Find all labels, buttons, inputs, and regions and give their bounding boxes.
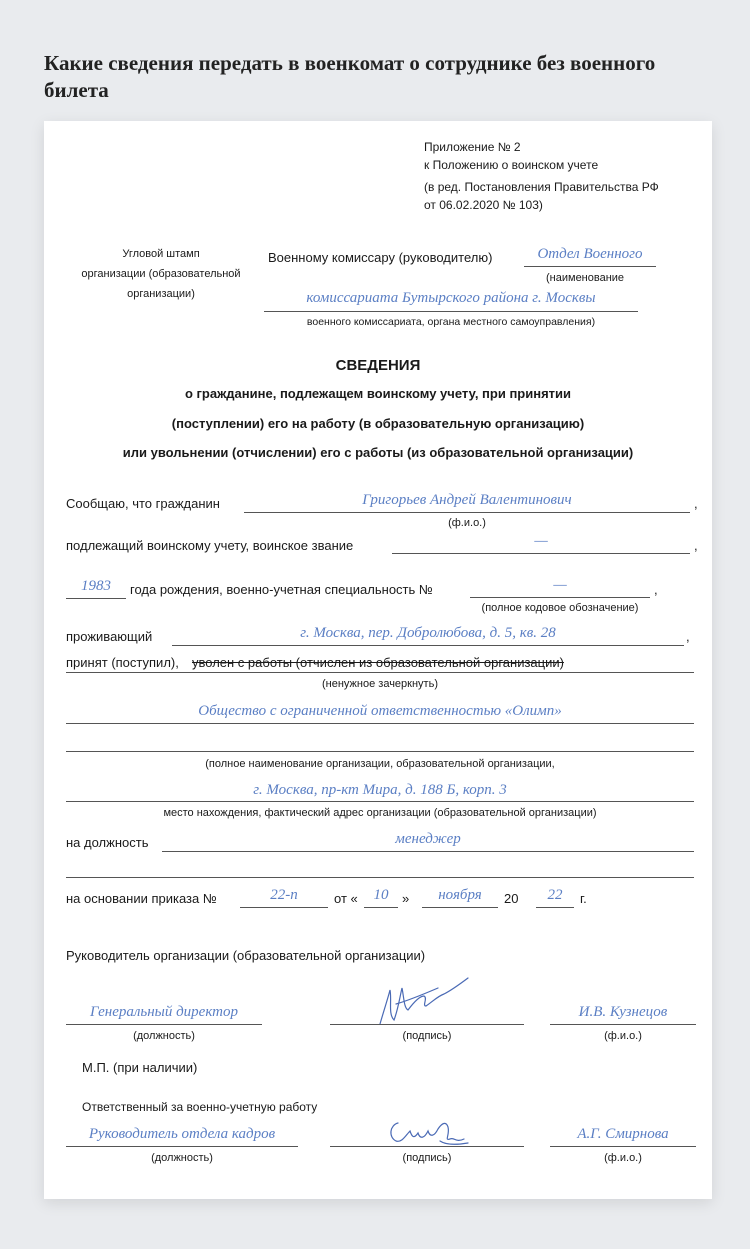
address-value: г. Москва, пр-кт Мира, д. 188 Б, корп. 3: [253, 782, 507, 798]
head-signature-hint: (подпись): [402, 1030, 452, 1042]
head-position: Генеральный директор: [90, 1004, 238, 1020]
head-signature-underline: [330, 1024, 524, 1025]
addressee-underline2: [264, 311, 638, 312]
rank-comma: ,: [694, 538, 698, 553]
resp-signature: [384, 1113, 474, 1149]
stamp-line1: Угловой штамп: [122, 248, 200, 260]
specialty-hint: (полное кодовое обозначение): [481, 602, 639, 614]
order-century: 20: [504, 891, 519, 906]
order-day: 10: [373, 887, 389, 903]
residence-value: г. Москва, пер. Добролюбова, д. 5, кв. 28: [300, 625, 556, 641]
order-year: 22: [547, 887, 563, 903]
head-name-underline: [550, 1024, 696, 1025]
position-underline: [162, 851, 694, 852]
rank-value: —: [534, 533, 548, 549]
doc-title: СВЕДЕНИЯ: [335, 357, 421, 374]
position-value: менеджер: [395, 831, 461, 847]
addressee-hint2: военного комиссариата, органа местного самоуправления): [306, 316, 596, 328]
head-name-hint: (ф.и.о.): [604, 1030, 642, 1042]
org-hint: (полное наименование организации, образовательной организации,: [205, 758, 555, 770]
residence-comma: ,: [686, 629, 690, 644]
order-month-underline: [422, 907, 498, 908]
citizen-comma: ,: [694, 496, 698, 511]
specialty-underline: [470, 597, 650, 598]
resp-signature-hint: (подпись): [402, 1152, 452, 1164]
citizen-value: Григорьев Андрей Валентинович: [362, 492, 572, 508]
status-struck: уволен с работы (отчислен из образовательной организации): [192, 655, 564, 670]
head-position-hint: (должность): [133, 1030, 195, 1042]
status-hint: (ненужное зачеркнуть): [322, 678, 438, 690]
addressee-hint1: (наименование: [546, 272, 625, 284]
addressee-underline1: [524, 266, 656, 267]
appendix-line3: (в ред. Постановления Правительства РФ: [424, 180, 659, 194]
rank-underline: [392, 553, 690, 554]
resp-position: Руководитель отдела кадров: [88, 1126, 276, 1142]
citizen-hint: (ф.и.о.): [448, 517, 486, 529]
status-underline: [66, 672, 694, 673]
order-day-underline: [364, 907, 398, 908]
resp-signature-underline: [330, 1146, 524, 1147]
org-underline-2: [66, 751, 694, 752]
document-sheet: [44, 121, 712, 1199]
order-year-underline: [536, 907, 574, 908]
head-signature: [374, 974, 474, 1030]
address-underline: [66, 801, 694, 802]
order-from: от «: [334, 891, 358, 906]
org-value: Общество с ограниченной ответственностью «Олимп»: [198, 703, 562, 719]
doc-subtitle-line3: или увольнении (отчислении) его с работы (из образовательной организации): [122, 445, 634, 460]
page-title: Какие сведения передать в военкомат о сотруднике без военного билета: [44, 51, 656, 102]
status-label: принят (поступил),: [66, 655, 179, 670]
specialty-value: —: [553, 577, 567, 593]
resp-name-hint: (ф.и.о.): [604, 1152, 642, 1164]
resp-name: А.Г. Смирнова: [577, 1126, 669, 1142]
citizen-label: Сообщаю, что гражданин: [66, 496, 220, 511]
position-underline-2: [66, 877, 694, 878]
stamp-note: М.П. (при наличии): [82, 1060, 198, 1075]
head-position-underline: [66, 1024, 262, 1025]
citizen-underline: [244, 512, 690, 513]
stamp-line3: организации): [127, 288, 195, 300]
head-label: Руководитель организации (образовательной организации): [66, 948, 426, 963]
resp-label: Ответственный за военно-учетную работу: [82, 1100, 318, 1114]
order-month: ноября: [438, 887, 482, 903]
order-label: на основании приказа №: [66, 891, 217, 906]
rank-label: подлежащий воинскому учету, воинское звание: [66, 538, 354, 553]
order-number: 22-п: [270, 887, 298, 903]
org-underline: [66, 723, 694, 724]
specialty-comma: ,: [654, 582, 658, 597]
appendix-line4: от 06.02.2020 № 103): [424, 198, 543, 212]
resp-position-underline: [66, 1146, 298, 1147]
order-year-suffix: г.: [580, 891, 587, 906]
appendix-line2: к Положению о воинском учете: [424, 158, 599, 172]
addressee-value-line2: комиссариата Бутырского района г. Москвы: [306, 290, 596, 306]
resp-position-hint: (должность): [151, 1152, 213, 1164]
addressee-label: Военному комиссару (руководителю): [268, 250, 493, 265]
residence-underline: [172, 645, 684, 646]
birth-year-underline: [66, 598, 126, 599]
head-name: И.В. Кузнецов: [578, 1004, 668, 1020]
addressee-value-line1: Отдел Военного: [537, 246, 643, 262]
resp-name-underline: [550, 1146, 696, 1147]
birth-year-value: 1983: [81, 578, 111, 594]
stamp-line2: организации (образовательной: [81, 268, 241, 280]
order-quote-close: »: [402, 891, 410, 906]
residence-label: проживающий: [66, 629, 153, 644]
birth-label: года рождения, военно-учетная специальность №: [130, 582, 433, 597]
doc-subtitle-line1: о гражданине, подлежащем воинскому учету, при принятии: [184, 386, 572, 401]
doc-subtitle-line2: (поступлении) его на работу (в образовательную организацию): [171, 416, 585, 431]
appendix-line1: Приложение № 2: [424, 140, 521, 154]
order-number-underline: [240, 907, 328, 908]
address-hint: место нахождения, фактический адрес организации (образовательной организации): [163, 807, 597, 819]
position-label: на должность: [66, 835, 149, 850]
